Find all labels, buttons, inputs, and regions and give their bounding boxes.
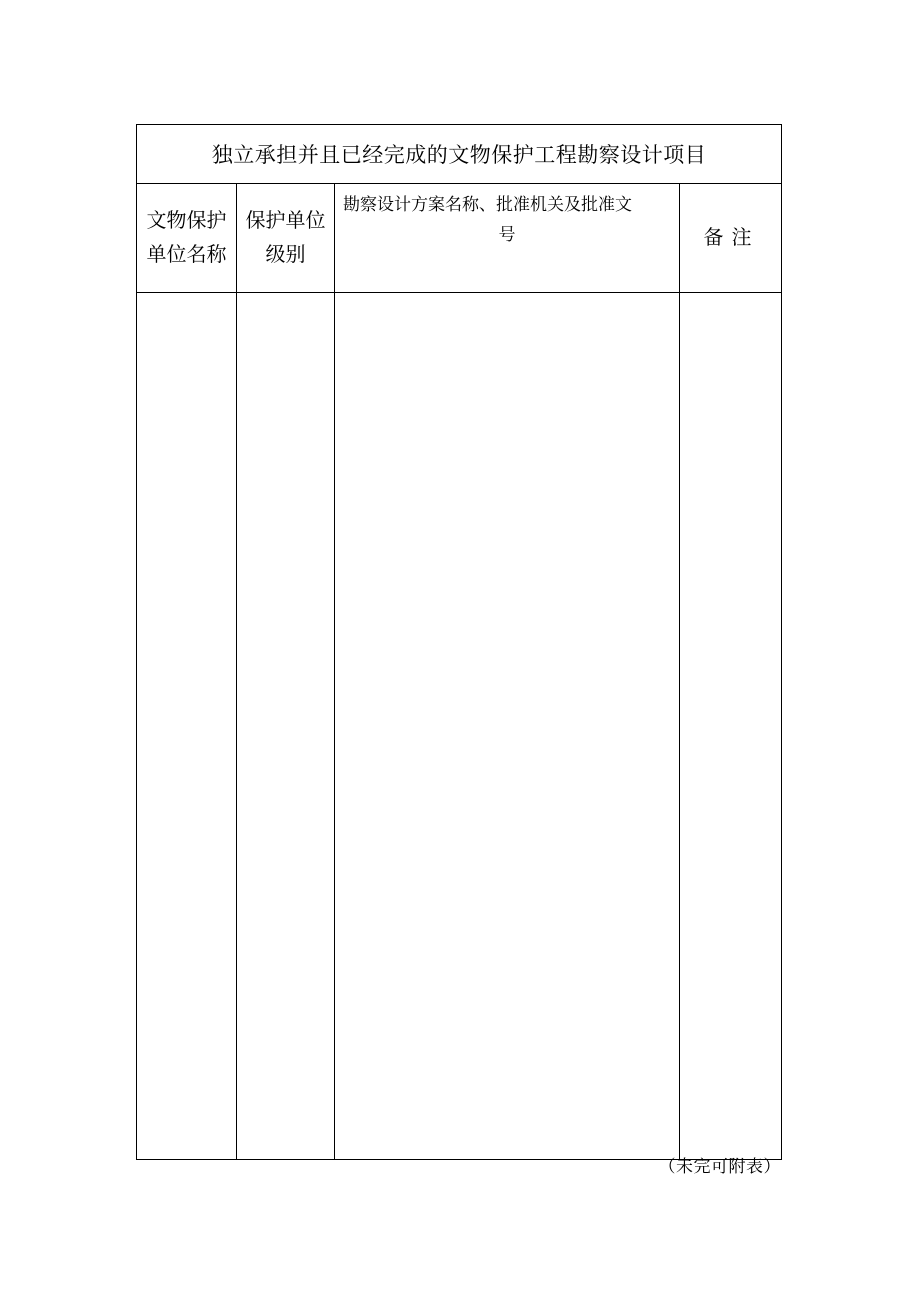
project-table-container — [136, 124, 781, 1160]
cell-protection-level[interactable] — [237, 293, 335, 1160]
footnote-text: （未完可附表） — [658, 1157, 781, 1176]
cell-heritage-unit-name[interactable] — [137, 293, 237, 1160]
column-header-heritage-unit-name: 文物保护单位名称 — [137, 184, 237, 293]
cell-remark[interactable] — [680, 293, 782, 1160]
column-header-design-scheme-line2: 号 — [498, 225, 516, 244]
table-title-row — [137, 125, 782, 184]
table-header-row — [137, 184, 782, 293]
cell-design-scheme[interactable] — [335, 293, 680, 1160]
completed-projects-table — [136, 124, 782, 1160]
column-header-remark: 备注 — [680, 184, 782, 293]
column-header-protection-level: 保护单位级别 — [237, 184, 335, 293]
table-row — [137, 293, 782, 1160]
table-title: 独立承担并且已经完成的文物保护工程勘察设计项目 — [137, 125, 782, 184]
column-header-design-scheme-line1: 勘察设计方案名称、批准机关及批准文 — [343, 195, 632, 214]
column-header-design-scheme — [335, 184, 680, 293]
